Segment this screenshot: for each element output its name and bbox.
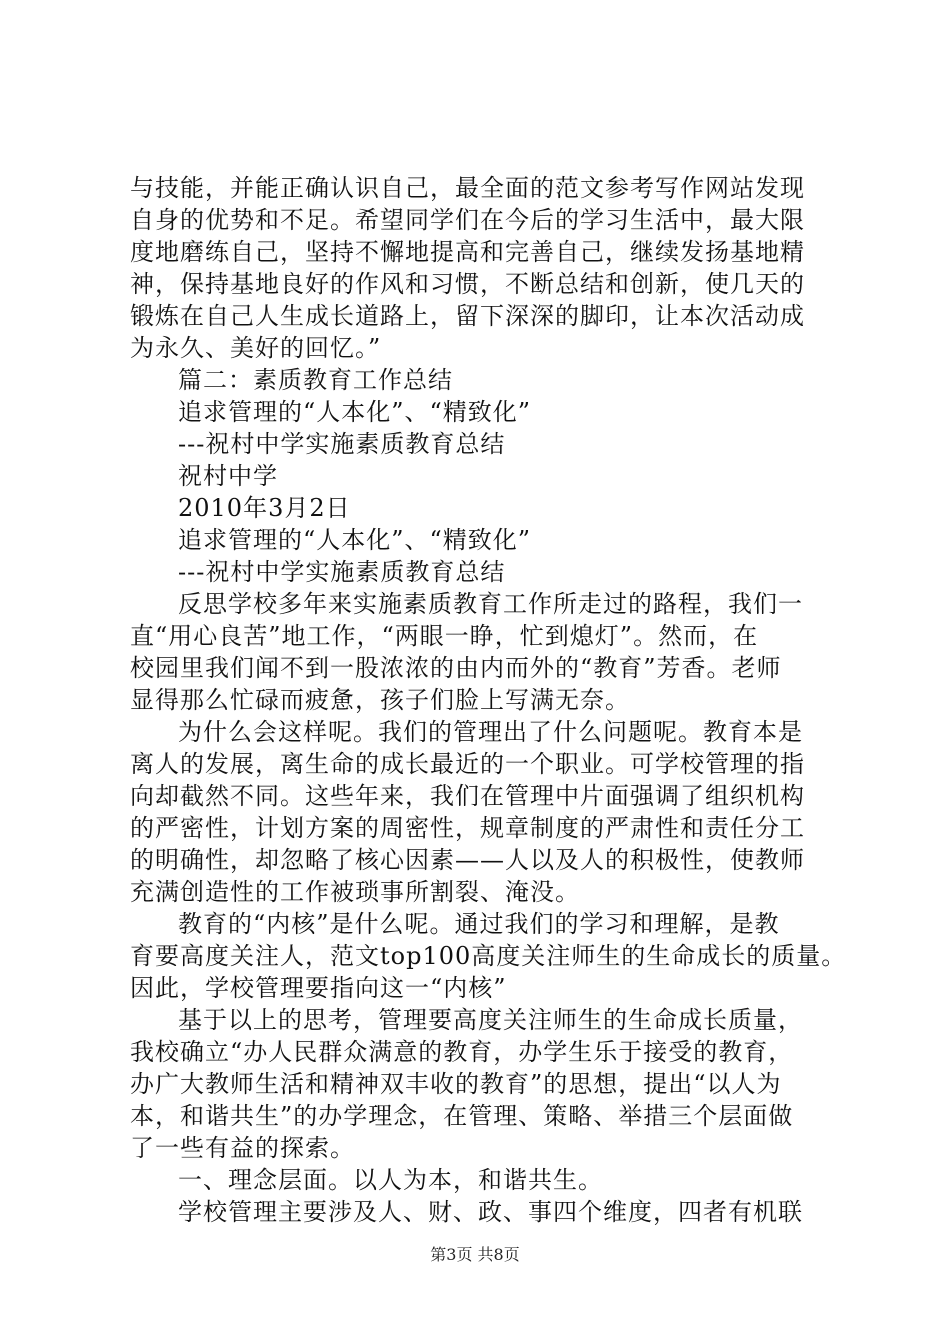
text-line: 度地磨练自己，坚持不懈地提高和完善自己，继续发扬基地精: [130, 238, 805, 266]
text-line: 办广大教师生活和精神双丰收的教育”的思想，提出“以人为: [130, 1070, 782, 1098]
text-line: 追求管理的“人本化”、“精致化”: [178, 398, 532, 426]
text-line: 本，和谐共生”的办学理念，在管理、策略、举措三个层面做: [130, 1102, 794, 1130]
text-line: 的严密性，计划方案的周密性，规章制度的严肃性和责任分工: [130, 814, 805, 842]
text-line: ---祝村中学实施素质教育总结: [178, 558, 506, 586]
text-line: 篇二：素质教育工作总结: [178, 366, 453, 394]
text-line: 与技能，并能正确认识自己，最全面的范文参考写作网站发现: [130, 174, 805, 202]
text-line: 育要高度关注人，范文top100高度关注师生的生命成长的质量。: [130, 942, 847, 970]
text-line: 祝村中学: [178, 462, 278, 490]
text-line: ---祝村中学实施素质教育总结: [178, 430, 506, 458]
text-line: 2010年3月2日: [178, 494, 351, 522]
text-line: 充满创造性的工作被琐事所割裂、淹没。: [130, 878, 580, 906]
text-line: 的明确性，却忽略了核心因素——人以及人的积极性，使教师: [130, 846, 805, 874]
text-line: 为什么会这样呢。我们的管理出了什么问题呢。教育本是: [178, 718, 803, 746]
text-line: 教育的“内核”是什么呢。通过我们的学习和理解，是教: [178, 910, 780, 938]
text-line: 追求管理的“人本化”、“精致化”: [178, 526, 532, 554]
text-line: 神，保持基地良好的作风和习惯，不断总结和创新，使几天的: [130, 270, 805, 298]
text-line: 因此，学校管理要指向这一“内核”: [130, 974, 507, 1002]
text-line: 基于以上的思考，管理要高度关注师生的生命成长质量，: [178, 1006, 803, 1034]
page-footer: 第3页 共8页: [430, 1245, 520, 1264]
text-line: 学校管理主要涉及人、财、政、事四个维度，四者有机联: [178, 1198, 803, 1226]
text-line: 一、理念层面。以人为本，和谐共生。: [178, 1166, 603, 1194]
text-line: 我校确立“办人民群众满意的教育，办学生乐于接受的教育，: [130, 1038, 794, 1066]
text-line: 向却截然不同。这些年来，我们在管理中片面强调了组织机构: [130, 782, 805, 810]
text-line: 离人的发展，离生命的成长最近的一个职业。可学校管理的指: [130, 750, 805, 778]
text-line: 自身的优势和不足。希望同学们在今后的学习生活中，最大限: [130, 206, 805, 234]
document-body: [130, 172, 850, 1228]
text-line: 直“用心良苦”地工作，“两眼一睁，忙到熄灯”。然而，在: [130, 622, 759, 650]
text-line: 锻炼在自己人生成长道路上，留下深深的脚印，让本次活动成: [130, 302, 805, 330]
text-line: 校园里我们闻不到一股浓浓的由内而外的“教育”芳香。老师: [130, 654, 782, 682]
text-line: 反思学校多年来实施素质教育工作所走过的路程，我们一: [178, 590, 803, 618]
text-line: 显得那么忙碌而疲惫，孩子们脸上写满无奈。: [130, 686, 630, 714]
text-line: 为永久、美好的回忆。”: [130, 334, 382, 362]
text-line: 了一些有益的探索。: [130, 1134, 355, 1162]
